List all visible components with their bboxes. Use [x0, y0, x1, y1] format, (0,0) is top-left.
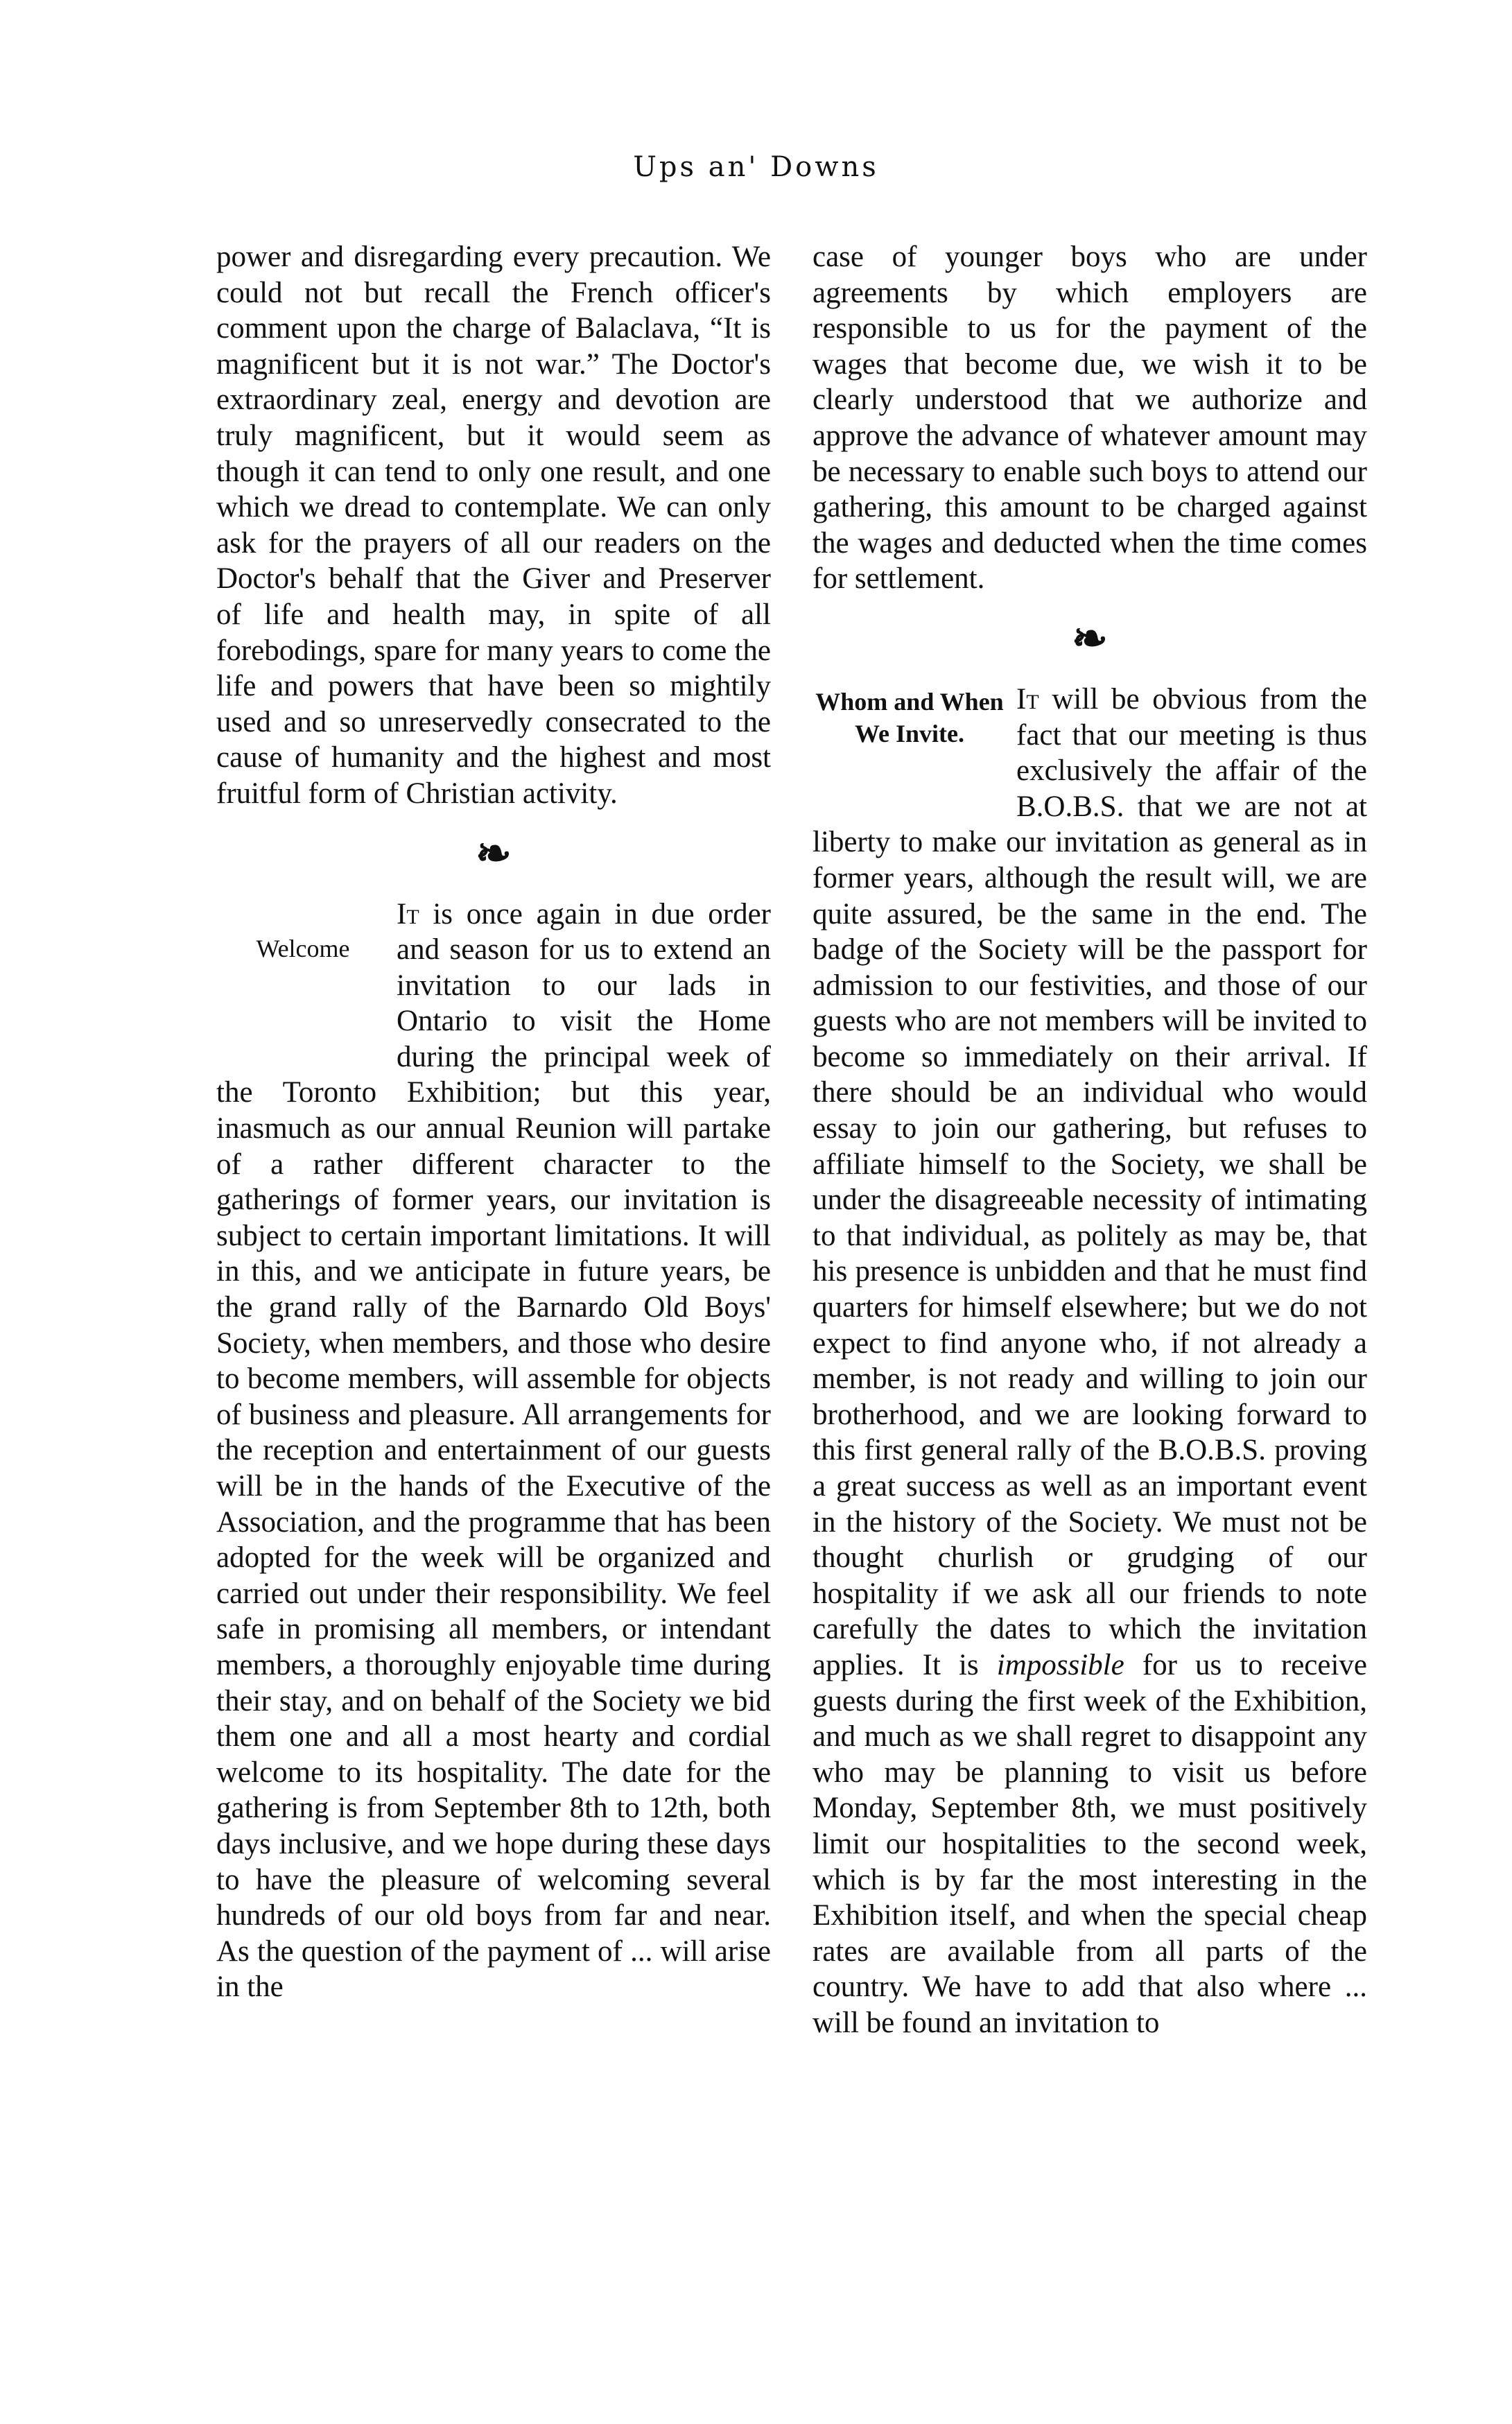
left-paragraph-continued: power and disregarding every precaution. We could not but recall the French officer's comment upon the charge of Balaclava, “It is magnificent but it is not war.” The Doctor's extraordinary zeal, energy and devotion are truly magnificent, but it would seem as though it can tend to only one result, and one which we dread to contemplate. We can only ask for the prayers of all our readers on the Doctor's behalf that the Giver and Preserver of life and health may, in spite of all forebodings, spare for many years to come the life and powers that have been so mightily used and so unreservedly consecrated to the cause of humanity and the highest and most fruitful form of Christian activity.: [216, 241, 771, 810]
whom-text-part-1: will be obvious from the fact that our meeting is thus exclusively the affair of the B.O.B.S. that we are not at liberty to make our invitation as general as in former years, although the result will, we are quite assured, be the same in the end. The badge of the Society will be the passport for admission to our festivities, and those of our guests who are not members will be invited to become so immediately on their arrival. If there should be an individual who would essay to join our gathering, but refuses to affiliate himself to the Society, we shall be under the disagreeable necessity of intimating to that individual, as politely as may be, that his presence is unbidden and that he must find quarters for himself elsewhere; but we do not expect to find anyone who, if not already a member, is not ready and willing to join our brotherhood, and we are looking forward to this first general rally of the B.O.B.S. proving a great success as well as an important event in the history of the Society. We must not be thought churlish or grudging of our hospitality if we ask all our friends to note carefully the dates to which the invitation applies. It is: [813, 682, 1368, 1681]
side-heading-welcome: Welcome: [256, 934, 350, 962]
welcome-paragraph: [216, 897, 771, 2005]
section-ornament-icon: ❧: [1072, 615, 1108, 663]
whom-text-part-2: for us to receive guests during the first week of the Exhibition, and much as we shall regret to disappoint any who may be planning to visit us before Monday, September 8th, we must positively limit our hospitalities to the second week, which is by far the most interesting in the Exhibition itself, and when the special cheap rates are available from all parts of the country. We have to add that also where ... will be found an invitation to: [813, 1648, 1368, 2039]
side-heading-whom-and-when: Whom and When We Invite.: [815, 687, 1004, 747]
left-column: [216, 239, 771, 2005]
right-paragraph-continued: case of younger boys who are under agreements by which employers are responsible to us for the payment of the wages that become due, we wish it to be clearly understood that we authorize and approve the advance of whatever amount may be necessary to enable such boys to attend our gathering, this amount to be charged against the wages and deducted when the time comes for settlement.: [813, 241, 1367, 596]
welcome-text: is once again in due order and season for us to extend an invitation to our lads in Ontario to visit the Home during the principal week of the Toronto Exhibition; but this year, inasmuch as our annual Reunion will partake of a rather different character to the gatherings of former years, our invitation is subject to certain important limitations. It will in this, and we anticipate in future years, be the grand rally of the Barnardo Old Boys' Society, when members, and those who desire to become members, will assemble for objects of business and pleasure. All arrangements for the reception and entertainment of our guests will be in the hands of the Executive of the Association, and the programme that has been adopted for the week will be organized and carried out under their responsibility. We feel safe in promising all members, or intendant members, a thoroughly enjoyable time during their stay, and on behalf of the Society we bid them one and all a most hearty and cordial welcome to its hospitality. The date for the gathering is from September 8th to 12th, both days inclusive, and we hope during these days to have the pleasure of welcoming several hundreds of our old boys from far and near. As the question of the payment of ... will arise in the: [216, 897, 771, 2004]
section-ornament-icon: ❧: [476, 830, 512, 878]
right-column: [813, 239, 1367, 2041]
page-header: Ups an' Downs: [633, 151, 879, 183]
whom-first-word: It: [1016, 682, 1039, 716]
whom-paragraph: [813, 682, 1367, 2041]
italic-emphasis: impossible: [996, 1648, 1124, 1681]
welcome-first-word: It: [397, 897, 419, 930]
